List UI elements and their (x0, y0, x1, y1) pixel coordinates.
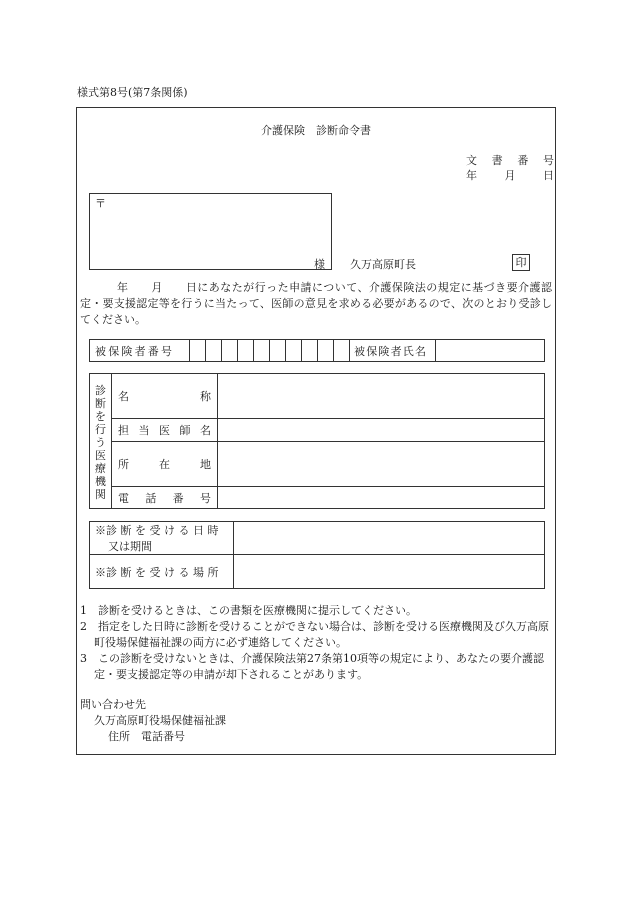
insured-number-digit[interactable] (190, 340, 206, 362)
contact-address-phone: 住所 電話番号 (108, 730, 185, 743)
notes (80, 603, 552, 683)
addressee-suffix: 様 (314, 258, 325, 271)
document-title: 介護保険 診断命令書 (261, 124, 371, 137)
institution-table (89, 373, 545, 509)
contact-office: 久万高原町役場保健福祉課 (94, 714, 226, 727)
doctor-name-field[interactable] (218, 419, 545, 442)
vertical-char: 医 (95, 449, 106, 462)
document-number-block (466, 152, 554, 182)
insured-number-digit[interactable] (302, 340, 318, 362)
insured-number-label: 被保険者番号 (90, 340, 190, 362)
vertical-char: 断 (95, 397, 106, 410)
diagnosis-datetime-text: ※診 断 を 受 け る 日 時 (95, 524, 219, 537)
insured-number-digit[interactable] (254, 340, 270, 362)
doc-number-char: 番 (517, 154, 529, 167)
label-char: 所 (118, 458, 129, 471)
insured-name-field[interactable] (436, 340, 545, 362)
diagnosis-datetime-label (90, 522, 234, 555)
postal-mark: 〒 (95, 197, 106, 210)
vertical-char: 療 (95, 462, 106, 475)
insured-number-digit[interactable] (222, 340, 238, 362)
vertical-char: を (95, 410, 106, 423)
insured-number-digit[interactable] (238, 340, 254, 362)
location-label (112, 442, 218, 487)
contact-heading: 問い合わせ先 (80, 698, 146, 711)
contact-block (80, 697, 226, 745)
doc-number-char: 号 (542, 154, 554, 167)
label-char: 在 (159, 458, 170, 471)
date-char: 月 (504, 169, 516, 182)
insured-number-digit[interactable] (270, 340, 286, 362)
note-item: 2 指定をした日時に診断を受けることができない場合は、診断を受ける医療機関及び久万高原町役場保健福祉課の両方に必ず連絡してください。 (80, 620, 549, 649)
label-char: 当 (138, 424, 150, 437)
label-char: 名 (118, 390, 129, 403)
diagnosis-datetime-sub: 又は期間 (108, 540, 152, 553)
phone-label (112, 487, 218, 509)
body-text: 年 月 日にあなたが行った申請について、介護保険法の規定に基づき要介護認定・要支援認定等を行うに当たって、医師の意見を求める必要があるので、次のとおり受診してください。 (80, 281, 552, 326)
label-char: 称 (200, 390, 211, 403)
label-char: 電 (118, 491, 129, 505)
note-item: 3 この診断を受けないときは、介護保険法第27条第10項等の規定により、あなたの要介護認定・要支援認定等の申請が却下されることがあります。 (80, 652, 544, 681)
doc-number-char: 書 (491, 154, 503, 167)
diagnosis-datetime-field[interactable] (234, 522, 545, 555)
label-char: 地 (200, 458, 211, 471)
diagnosis-place-field[interactable] (234, 555, 545, 589)
note-item: 1 診断を受けるときは、この書類を医療機関に提示してください。 (80, 604, 417, 617)
vertical-char: 機 (95, 475, 106, 488)
vertical-char: 診 (95, 384, 106, 397)
diagnosis-place-label: ※診 断 を 受 け る 場 所 (90, 555, 234, 589)
vertical-char: 行 (95, 423, 106, 436)
diagnosis-table (89, 521, 545, 589)
label-char: 名 (200, 424, 211, 437)
address-box[interactable] (89, 193, 332, 270)
doc-number-char: 文 (466, 154, 477, 167)
label-char: 号 (199, 491, 211, 505)
insured-number-digit[interactable] (206, 340, 222, 362)
label-char: 担 (118, 424, 129, 437)
date-char: 日 (543, 169, 554, 182)
institution-name-field[interactable] (218, 374, 545, 419)
vertical-char: 関 (95, 488, 106, 501)
insured-number-digit[interactable] (318, 340, 334, 362)
label-char: 師 (179, 424, 191, 437)
seal-box: 印 (512, 254, 530, 271)
date-label (466, 167, 554, 182)
insured-table (89, 339, 545, 362)
document-number-label (466, 152, 554, 167)
location-field[interactable] (218, 442, 545, 487)
institution-name-label (112, 374, 218, 419)
form-label: 様式第8号(第7条関係) (77, 86, 188, 99)
doctor-name-label (112, 419, 218, 442)
date-char: 年 (466, 169, 477, 182)
phone-field[interactable] (218, 487, 545, 509)
vertical-char: う (95, 436, 106, 449)
institution-vertical-label (90, 374, 112, 509)
label-char: 番 (172, 491, 184, 505)
insured-name-label: 被保険者氏名 (350, 340, 436, 362)
issuer-name: 久万高原町長 (350, 258, 416, 271)
insured-number-digit[interactable] (334, 340, 350, 362)
label-char: 医 (159, 424, 170, 437)
insured-number-digit[interactable] (286, 340, 302, 362)
label-char: 話 (145, 491, 157, 505)
